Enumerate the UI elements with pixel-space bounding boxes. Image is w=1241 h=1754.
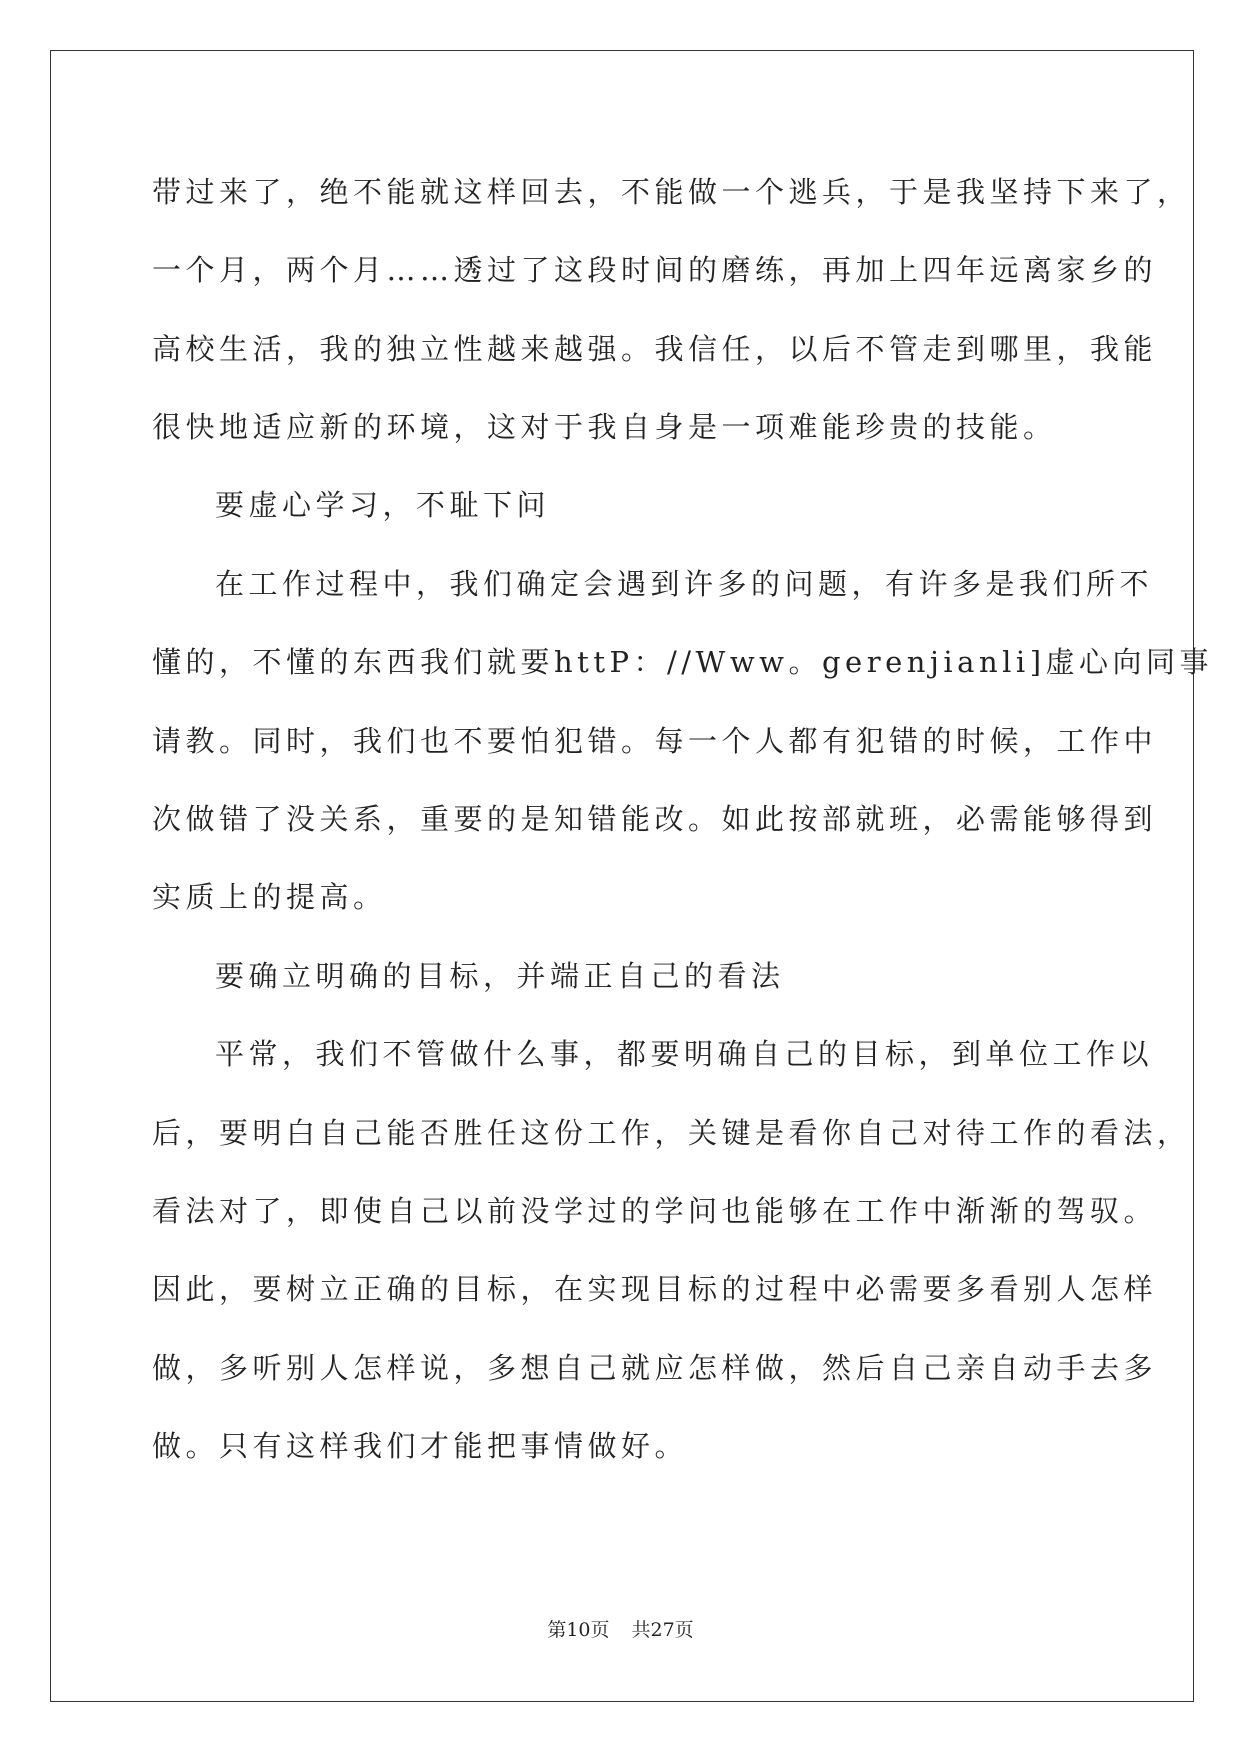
body-line: 次做错了没关系，重要的是知错能改。如此按部就班，必需能够得到 <box>152 802 1158 836</box>
body-line: 在工作过程中，我们确定会遇到许多的问题，有许多是我们所不 <box>215 567 1154 601</box>
body-line: 平常，我们不管做什么事，都要明确自己的目标，到单位工作以 <box>215 1037 1154 1071</box>
section-heading: 要虚心学习，不耻下问 <box>215 488 551 522</box>
body-line: 带过来了，绝不能就这样回去，不能做一个逃兵，于是我坚持下来了， <box>152 175 1191 209</box>
body-line: 因此，要树立正确的目标，在实现目标的过程中必需要多看别人怎样 <box>152 1272 1158 1306</box>
page-number: 第10页 <box>547 1619 610 1641</box>
body-line: 请教。同时，我们也不要怕犯错。每一个人都有犯错的时候，工作中 <box>152 724 1158 758</box>
body-line: 很快地适应新的环境，这对于我自身是一项难能珍贵的技能。 <box>152 410 1057 444</box>
body-line: 高校生活，我的独立性越来越强。我信任，以后不管走到哪里，我能 <box>152 332 1158 366</box>
body-line: 懂的，不懂的东西我们就要httP：//Www。gerenjianli]虚心向同事 <box>152 645 1214 679</box>
section-heading: 要确立明确的目标，并端正自己的看法 <box>215 959 785 993</box>
body-line: 看法对了，即使自己以前没学过的学问也能够在工作中渐渐的驾驭。 <box>152 1194 1158 1228</box>
body-line: 实质上的提高。 <box>152 880 387 914</box>
body-line: 做。只有这样我们才能把事情做好。 <box>152 1429 689 1463</box>
body-line: 后，要明白自己能否胜任这份工作，关键是看你自己对待工作的看法， <box>152 1116 1191 1150</box>
body-line: 一个月，两个月……透过了这段时间的磨练，再加上四年远离家乡的 <box>152 253 1158 287</box>
page-total: 共27页 <box>631 1619 694 1641</box>
page-footer <box>0 1618 1241 1642</box>
body-line: 做，多听别人怎样说，多想自己就应怎样做，然后自己亲自动手去多 <box>152 1351 1158 1385</box>
